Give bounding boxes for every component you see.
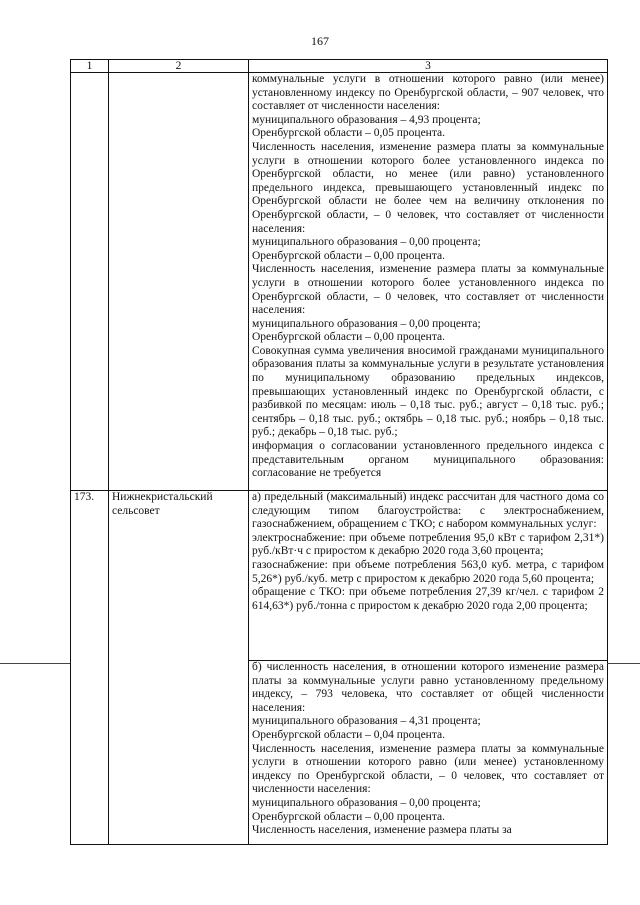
paragraph: электроснабжение: при объеме потребления 95,0 кВт с тарифом 2,31*) руб./кВт·ч с приростом к декабрю 2020 года 3,60 процента; xyxy=(252,531,604,558)
continuation-num-cell xyxy=(71,73,109,491)
continuation-name-cell xyxy=(109,73,249,491)
document-table xyxy=(70,59,608,845)
scan-cut-line-left xyxy=(0,663,70,664)
paragraph: Оренбургской области – 0,04 процента. xyxy=(252,728,445,741)
paragraph: Численность населения, изменение размера платы за коммунальные услуги в отношении которого равно (или менее) установленному индексу по Оренбургской области, – 0 человек, что составляет от численности населения: xyxy=(252,742,604,796)
paragraph: Оренбургской области – 0,00 процента. xyxy=(252,810,445,823)
header-row xyxy=(71,60,608,73)
paragraph: информация о согласовании установленного предельного индекса с представительным органом муниципального образования: согласование не требуется xyxy=(252,440,604,480)
paragraph: муниципального образования – 4,93 процента; xyxy=(252,113,481,126)
row-number: 173. xyxy=(71,491,109,845)
paragraph: муниципального образования – 0,00 процента; xyxy=(252,236,481,249)
paragraph: коммунальные услуги в отношении которого равно (или менее) установленному индексу по Оренбургской области, – 907 человек, что составляет от численности населения: xyxy=(252,73,604,113)
header-col-2: 2 xyxy=(109,60,249,73)
part-b-cell xyxy=(249,661,608,845)
paragraph: обращение с ТКО: при объеме потребления 27,39 кг/чел. с тарифом 2 614,63*) руб./тонна с приростом к декабрю 2020 года 2,00 процента; xyxy=(252,586,604,612)
paragraph: а) предельный (максимальный) индекс рассчитан для частного дома со следующим типом благоустройства: с электроснабжением, газоснабжением, обращением с ТКО; с набором коммунальных услуг: xyxy=(252,491,604,531)
paragraph: Оренбургской области – 0,00 процента. xyxy=(252,249,445,262)
paragraph: Оренбургской области – 0,05 процента. xyxy=(252,127,445,140)
scan-cut-line-right xyxy=(607,663,640,664)
continuation-text-cell xyxy=(249,73,608,491)
paragraph: муниципального образования – 0,00 процента; xyxy=(252,317,481,330)
table-row-continuation xyxy=(71,73,608,491)
municipality-name: Нижнекристальский сельсовет xyxy=(109,491,249,845)
paragraph: Совокупная сумма увеличения вносимой гражданами муниципального образования платы за коммунальные услуги в результате установления по муниципальному образованию предельных индексов, превышающих установленный индекс по Оренбургской области, с разбивкой по месяцам: июль – 0,18 тыс. руб.; август – 0,18 тыс. руб.; сентябрь – 0,18 тыс. руб.; октябрь – 0,18 тыс. руб.; ноябрь – 0,18 тыс. руб.; декабрь – 0,18 тыс. руб.; xyxy=(252,344,604,439)
paragraph: б) численность населения, в отношении которого изменение размера платы за коммунальные услуги равно установленному предельному индексу, – 793 человека, что составляет от общей численности населения: xyxy=(252,661,604,714)
paragraph: Численность населения, изменение размера платы за xyxy=(252,824,512,837)
header-col-3: 3 xyxy=(249,60,608,73)
paragraph: муниципального образования – 0,00 процента; xyxy=(252,796,481,809)
paragraph: газоснабжение: при объеме потребления 563,0 куб. метра, с тарифом 5,26*) руб./куб. метр с приростом к декабрю 2020 года 5,60 процента; xyxy=(252,558,604,585)
part-a-cell xyxy=(249,491,608,661)
paragraph: Численность населения, изменение размера платы за коммунальные услуги в отношении которого более установленного индекса по Оренбургской области, но менее (или равно) установленного предельного индекса, превышающего установленный индекс по Оренбургской области не более чем на величину отклонения по Оренбургской области, – 0 человек, что составляет от численности населения: xyxy=(252,140,604,235)
page-number: 167 xyxy=(311,34,329,48)
paragraph: муниципального образования – 4,31 процента; xyxy=(252,715,481,728)
table-row-173 xyxy=(71,491,608,661)
paragraph: Оренбургской области – 0,00 процента. xyxy=(252,331,445,344)
paragraph: Численность населения, изменение размера платы за коммунальные услуги в отношении которого более установленного индекса по Оренбургской области, – 0 человек, что составляет от численности населения: xyxy=(252,263,604,317)
header-col-1: 1 xyxy=(71,60,109,73)
